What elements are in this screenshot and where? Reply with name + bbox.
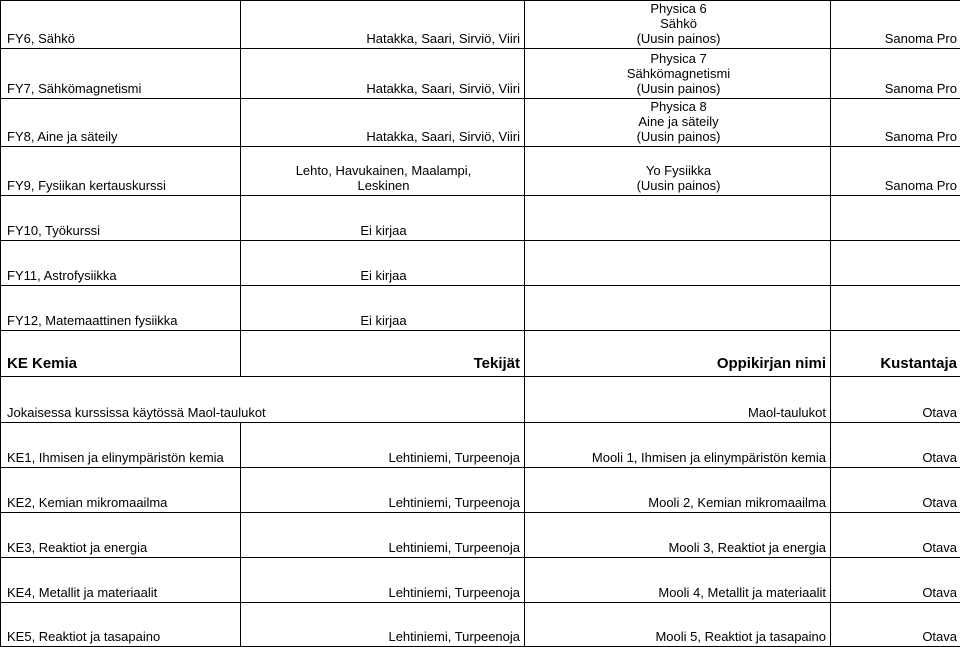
- publisher-cell: Otava: [831, 377, 960, 423]
- course-cell: FY7, Sähkömagnetismi: [1, 49, 241, 99]
- table-row: [1, 49, 960, 99]
- book-cell: Yo Fysiikka (Uusin painos): [525, 147, 831, 196]
- general-note: Jokaisessa kurssissa käytössä Maol-taulukot: [1, 377, 525, 423]
- course-cell: FY8, Aine ja säteily: [1, 99, 241, 147]
- empty-cell: [831, 196, 960, 241]
- publisher-cell: Sanoma Pro: [831, 147, 960, 196]
- empty-cell: [525, 241, 831, 286]
- course-cell: FY10, Työkurssi: [1, 196, 241, 241]
- publisher-cell: Otava: [831, 603, 960, 647]
- book-cell: Mooli 3, Reaktiot ja energia: [525, 513, 831, 558]
- publisher-cell: Otava: [831, 513, 960, 558]
- book-cell: Mooli 5, Reaktiot ja tasapaino: [525, 603, 831, 647]
- course-cell: KE4, Metallit ja materiaalit: [1, 558, 241, 603]
- book-cell: Mooli 4, Metallit ja materiaalit: [525, 558, 831, 603]
- table-row: [1, 513, 960, 558]
- book-cell: Mooli 1, Ihmisen ja elinympäristön kemia: [525, 423, 831, 468]
- course-cell: KE1, Ihmisen ja elinympäristön kemia: [1, 423, 241, 468]
- publisher-cell: Sanoma Pro: [831, 99, 960, 147]
- authors-cell: Lehto, Havukainen, Maalampi, Leskinen: [241, 147, 525, 196]
- course-cell: FY9, Fysiikan kertauskurssi: [1, 147, 241, 196]
- table-row: [1, 286, 960, 331]
- publisher-cell: Otava: [831, 423, 960, 468]
- authors-cell: Lehtiniemi, Turpeenoja: [241, 603, 525, 647]
- table-row: [1, 147, 960, 196]
- book-cell: Physica 7 Sähkömagnetismi (Uusin painos): [525, 49, 831, 99]
- book-cell: Mooli 2, Kemian mikromaailma: [525, 468, 831, 513]
- publisher-cell: Otava: [831, 468, 960, 513]
- table-row: [1, 377, 960, 423]
- course-cell: FY11, Astrofysiikka: [1, 241, 241, 286]
- no-book-note: Ei kirjaa: [241, 286, 525, 331]
- book-cell: Maol-taulukot: [525, 377, 831, 423]
- course-cell: FY12, Matemaattinen fysiikka: [1, 286, 241, 331]
- no-book-note: Ei kirjaa: [241, 196, 525, 241]
- no-book-note: Ei kirjaa: [241, 241, 525, 286]
- subject-heading: KE Kemia: [1, 331, 241, 377]
- course-cell: KE3, Reaktiot ja energia: [1, 513, 241, 558]
- publisher-cell: Sanoma Pro: [831, 1, 960, 49]
- course-cell: KE2, Kemian mikromaailma: [1, 468, 241, 513]
- authors-cell: Hatakka, Saari, Sirviö, Viiri: [241, 99, 525, 147]
- table-row: [1, 558, 960, 603]
- table-row: [1, 1, 960, 49]
- table-row: [1, 241, 960, 286]
- table-row: [1, 196, 960, 241]
- empty-cell: [525, 196, 831, 241]
- section-header-row: [1, 331, 960, 377]
- authors-cell: Hatakka, Saari, Sirviö, Viiri: [241, 1, 525, 49]
- authors-cell: Lehtiniemi, Turpeenoja: [241, 558, 525, 603]
- course-cell: KE5, Reaktiot ja tasapaino: [1, 603, 241, 647]
- table-row: [1, 603, 960, 647]
- book-cell: Physica 6 Sähkö (Uusin painos): [525, 1, 831, 49]
- empty-cell: [831, 241, 960, 286]
- book-heading: Oppikirjan nimi: [525, 331, 831, 377]
- publisher-heading: Kustantaja: [831, 331, 960, 377]
- table-row: [1, 423, 960, 468]
- authors-cell: Lehtiniemi, Turpeenoja: [241, 513, 525, 558]
- publisher-cell: Otava: [831, 558, 960, 603]
- course-cell: FY6, Sähkö: [1, 1, 241, 49]
- table-row: [1, 468, 960, 513]
- empty-cell: [831, 286, 960, 331]
- publisher-cell: Sanoma Pro: [831, 49, 960, 99]
- empty-cell: [525, 286, 831, 331]
- book-cell: Physica 8 Aine ja säteily (Uusin painos): [525, 99, 831, 147]
- authors-cell: Hatakka, Saari, Sirviö, Viiri: [241, 49, 525, 99]
- authors-heading: Tekijät: [241, 331, 525, 377]
- authors-cell: Lehtiniemi, Turpeenoja: [241, 468, 525, 513]
- table-row: [1, 99, 960, 147]
- authors-cell: Lehtiniemi, Turpeenoja: [241, 423, 525, 468]
